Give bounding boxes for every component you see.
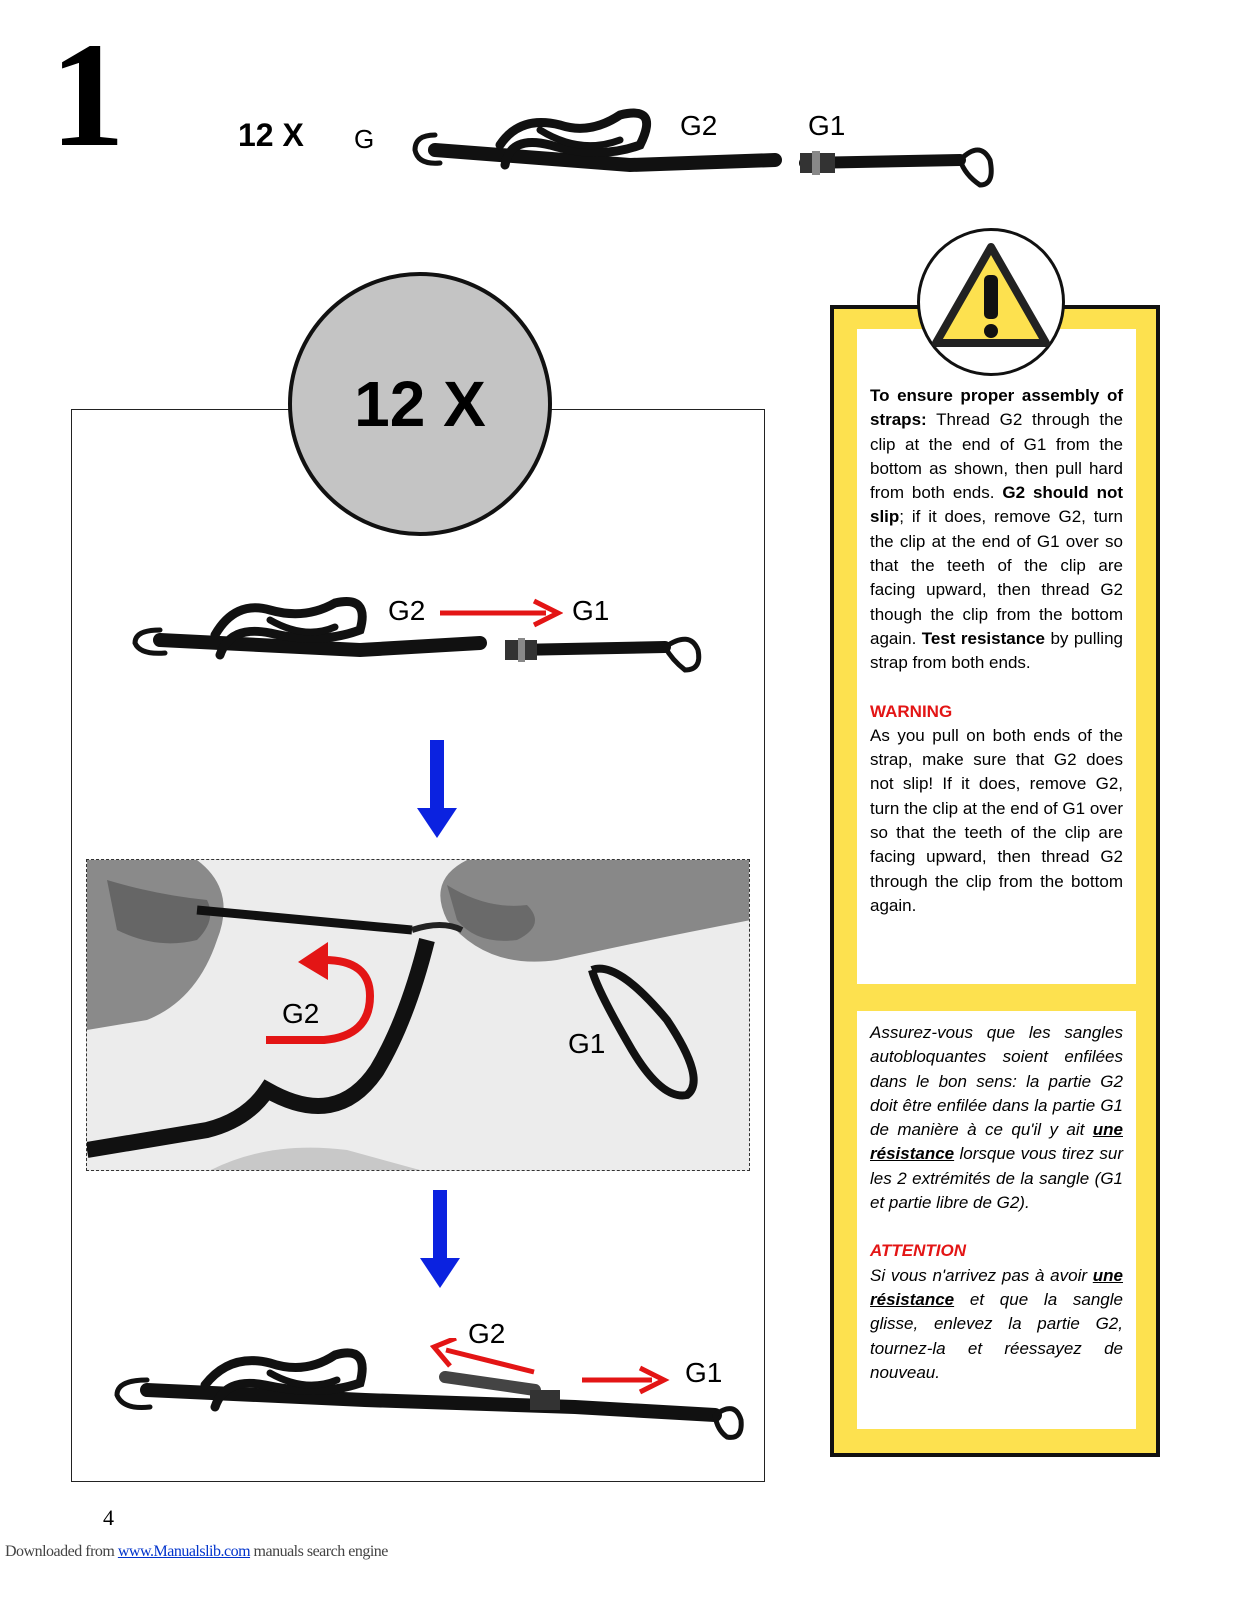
french-instructions <box>870 1021 1123 1385</box>
hands-holding-strap-image <box>87 860 750 1171</box>
english-text-3: by pulling strap from both ends. <box>870 628 1123 673</box>
label-g1-top: G1 <box>808 110 846 141</box>
english-text-2: ; if it does, remove G2, turn the clip at the end of G1 over so that the teeth of the clip are facing upward, then thread G2 though the clip from the bottom again. <box>870 507 1123 648</box>
french-main-paragraph <box>870 1021 1123 1215</box>
red-arrow-right-stage3 <box>580 1365 670 1395</box>
strap-illustration-stage3 <box>105 1345 745 1445</box>
parts-quantity: 12 X <box>238 117 304 153</box>
warning-triangle-icon <box>920 231 1062 373</box>
english-bold-3: Test resistance <box>921 628 1046 648</box>
french-resistance-2: une résistance <box>870 1265 1123 1309</box>
english-instructions <box>870 384 1123 918</box>
part-letter: G <box>354 124 375 154</box>
blue-arrow-down-1 <box>415 740 459 840</box>
french-resistance-1: une résistance <box>870 1120 1123 1164</box>
label-g1-stage1: G1 <box>572 595 610 626</box>
label-g2-stage3: G2 <box>468 1318 506 1349</box>
label-g2-stage2: G2 <box>282 998 320 1029</box>
quantity-badge: 12 X <box>288 272 552 536</box>
label-g2-stage1: G2 <box>388 595 426 626</box>
red-arrow-right-stage1 <box>438 598 563 628</box>
french-text-1-end: lorsque vous tirez sur les 2 extrémités de la sangle (G1 et partie libre de G2). <box>870 1144 1123 1213</box>
english-bold-2: G2 should not slip <box>870 483 1123 527</box>
attention-title: ATTENTION <box>870 1241 967 1261</box>
footer-suffix: manuals search engine <box>250 1543 388 1560</box>
english-lead-bold: To ensure proper assembly of straps: <box>870 386 1123 430</box>
step-number: 1 <box>50 12 125 178</box>
label-g2-top: G2 <box>680 110 718 141</box>
footer <box>5 1543 388 1561</box>
french-text-1: Assurez-vous que les sangles autobloquantes soient enfilées dans le bon sens: la partie G2 doit être enfilée dans la partie G1 de manière à ce qu'il y ait <box>870 1023 1123 1140</box>
label-g1-stage3: G1 <box>685 1357 723 1388</box>
attention-text <box>870 1264 1123 1385</box>
english-main-paragraph <box>870 384 1123 676</box>
page-number: 4 <box>103 1505 114 1530</box>
manualslib-link[interactable]: www.Manualslib.com <box>117 1543 251 1560</box>
threading-photo <box>86 859 750 1171</box>
french-text-2-end: et que la sangle glisse, enlevez la partie G2, tournez-la et réessayez de nouveau. <box>870 1289 1123 1382</box>
warning-title: WARNING <box>870 701 953 721</box>
warning-icon-circle <box>917 228 1065 376</box>
french-text-2: Si vous n'arrivez pas à avoir <box>870 1265 1093 1285</box>
english-text-1: Thread G2 through the clip at the end of G1 from the bottom as shown, then pull hard from both ends. <box>870 410 1123 503</box>
label-g1-stage2: G1 <box>568 1028 606 1059</box>
blue-arrow-down-2 <box>418 1190 462 1290</box>
warning-text: As you pull on both ends of the strap, make sure that G2 does not slip! If it does, remove G2, turn the clip at the end of G1 over so that the teeth of the clip are facing upward, then thread G2 through the clip from the bottom again. <box>870 725 1123 915</box>
footer-prefix: Downloaded from <box>5 1543 118 1560</box>
red-curved-arrow <box>262 938 382 1050</box>
